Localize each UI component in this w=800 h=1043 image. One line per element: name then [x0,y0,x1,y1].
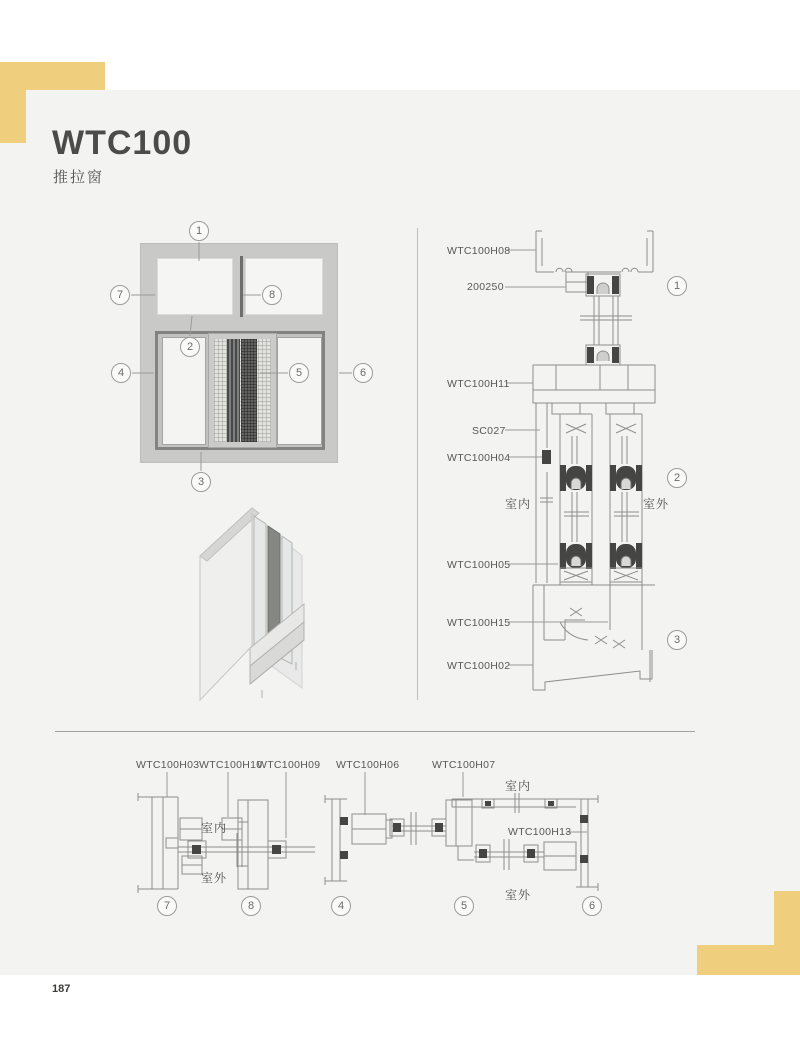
page-number: 187 [52,983,71,995]
label-wtc100h05: WTC100H05 [447,559,511,571]
callout-1-front: 1 [189,221,209,241]
fixed-panel-upper-left [157,258,233,315]
label-wtc100h09: WTC100H09 [257,759,321,771]
callout-3-front: 3 [191,472,211,492]
page-subtitle: 推拉窗 [53,169,105,186]
callout-2-section: 2 [667,468,687,488]
horizontal-divider [55,731,695,732]
label-wtc100h04: WTC100H04 [447,452,511,464]
screen-mesh-dark-band-1 [227,339,240,442]
corner-accent-top-left-vertical [0,90,26,143]
callout-7-section: 7 [157,896,177,916]
callout-6-front: 6 [353,363,373,383]
label-indoor-bottom-right: 室内 [505,779,532,793]
label-outdoor-right: 室外 [643,497,670,511]
corner-accent-bottom-right-horizontal [697,945,800,975]
callout-3-section: 3 [667,630,687,650]
callout-2-front: 2 [180,337,200,357]
callout-5-front: 5 [289,363,309,383]
upper-panel-mullion [240,256,243,317]
label-wtc100h11: WTC100H11 [447,378,510,390]
label-indoor-right: 室内 [505,497,532,511]
label-200250: 200250 [467,281,504,293]
page-title: WTC100 [52,124,193,162]
callout-7-front: 7 [110,285,130,305]
vertical-divider [417,228,418,700]
label-wtc100h07: WTC100H07 [432,759,496,771]
callout-5-section: 5 [454,896,474,916]
callout-6-section: 6 [582,896,602,916]
label-indoor-bottom-left: 室内 [201,821,228,835]
label-wtc100h13: WTC100H13 [508,826,572,838]
callout-4-section: 4 [331,896,351,916]
label-wtc100h03: WTC100H03 [136,759,200,771]
sliding-sash-right [277,337,322,445]
corner-accent-top-left-horizontal [0,62,105,90]
label-wtc100h02: WTC100H02 [447,660,511,672]
label-wtc100h15: WTC100H15 [447,617,511,629]
callout-4-front: 4 [111,363,131,383]
callout-1-section: 1 [667,276,687,296]
fixed-panel-upper-right [245,258,323,315]
callout-8-front: 8 [262,285,282,305]
label-outdoor-bottom-left: 室外 [201,871,228,885]
label-sc027: SC027 [472,425,506,437]
label-wtc100h08: WTC100H08 [447,245,511,257]
page-surface [0,90,800,975]
screen-mesh-dark-band-2 [241,339,257,442]
callout-8-section: 8 [241,896,261,916]
label-wtc100h10: WTC100H10 [199,759,263,771]
label-wtc100h06: WTC100H06 [336,759,400,771]
label-outdoor-bottom-right: 室外 [505,888,532,902]
